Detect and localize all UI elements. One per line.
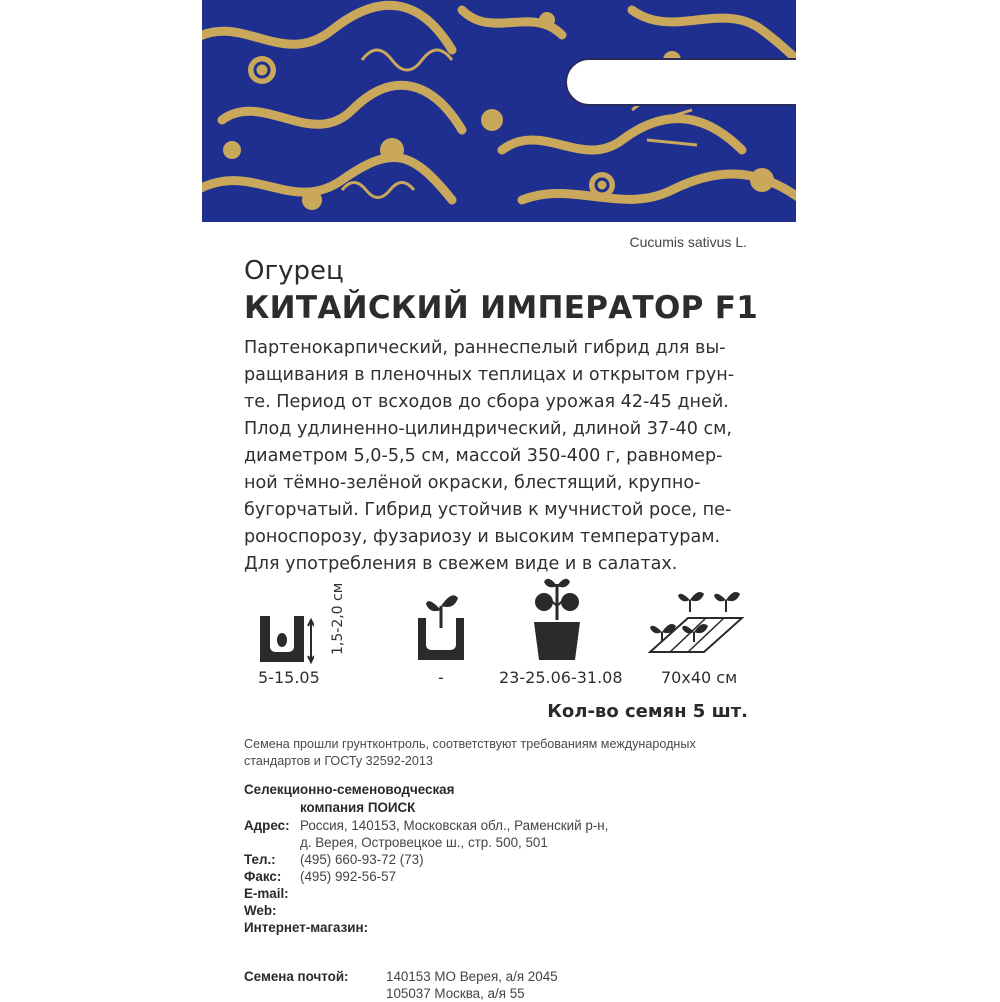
address-label: Адрес: — [244, 818, 290, 833]
fax-row — [244, 868, 396, 885]
shop-row — [244, 919, 386, 936]
seedling-label: - — [438, 668, 444, 687]
seed-depth-value: 1,5-2,0 см — [330, 582, 346, 655]
email-row — [244, 885, 300, 902]
seeds-count: Кол-во семян 5 шт. — [547, 701, 748, 722]
description-line: Партенокарпический, раннеспелый гибрид для вы- — [244, 338, 726, 358]
shop-label: Интернет-магазин: — [244, 920, 369, 935]
mail-line-2: 105037 Москва, а/я 55 — [386, 986, 525, 1001]
phone-value: (495) 660-93-72 (73) — [300, 852, 424, 867]
description — [244, 335, 764, 578]
certification-line: Семена прошли грунтконтроль, соответствуют требованиям международных — [244, 737, 696, 751]
description-line: ращивания в пленочных теплицах и открытом грун- — [244, 365, 735, 385]
address-line-1: Россия, 140153, Московская обл., Раменский р-н, — [300, 818, 609, 833]
mail-order-row — [244, 968, 558, 1002]
description-line: бугорчатый. Гибрид устойчив к мучнистой росе, пе- — [244, 500, 732, 520]
dragon-pattern-icon — [202, 0, 796, 222]
phone-label: Тел.: — [244, 852, 276, 867]
company-line-1: Селекционно-семеноводческая — [244, 782, 455, 797]
address-line-2: д. Верея, Островецкое ш., стр. 500, 501 — [300, 835, 548, 850]
mail-line-1: 140153 МО Верея, а/я 2045 — [386, 969, 558, 984]
hang-hole — [565, 58, 796, 106]
description-line: роноспорозу, фузариозу и высоким температурам. — [244, 527, 721, 547]
latin-name: Cucumis sativus L. — [629, 234, 747, 250]
mail-order-label: Семена почтой: — [244, 969, 349, 984]
address-row — [244, 817, 608, 851]
description-line: те. Период от всходов до сбора урожая 42-45 дней. — [244, 392, 729, 412]
fax-label: Факс: — [244, 869, 282, 884]
description-line: ной тёмно-зелёной окраски, блестящий, крупно- — [244, 473, 701, 493]
planting-scheme-icon — [648, 588, 744, 662]
description-line: диаметром 5,0-5,5 см, массой 350-400 г, равномер- — [244, 446, 723, 466]
fax-value: (495) 992-56-57 — [300, 869, 397, 884]
species-name: Огурец — [244, 256, 344, 286]
phone-row — [244, 851, 424, 868]
seedling-cup-icon — [416, 588, 466, 664]
potted-plant-icon — [530, 576, 584, 662]
certification-line: стандартов и ГОСТу 32592-2013 — [244, 754, 433, 768]
certification-note — [244, 736, 764, 770]
description-line: Плод удлиненно-цилиндрический, длиной 37-40 см, — [244, 419, 733, 439]
company-name — [244, 781, 454, 817]
spacing-label: 70х40 см — [661, 668, 738, 687]
web-row — [244, 902, 300, 919]
company-line-2: компания ПОИСК — [300, 800, 416, 815]
seed-depth-icon — [258, 614, 314, 664]
variety-title: КИТАЙСКИЙ ИМПЕРАТОР F1 — [244, 290, 759, 326]
web-label: Web: — [244, 903, 277, 918]
decorative-banner — [202, 0, 796, 222]
description-line: Для употребления в свежем виде и в салатах. — [244, 554, 678, 574]
sowing-date-label: 5-15.05 — [258, 668, 320, 687]
planting-date-label: 23-25.06-31.08 — [499, 668, 623, 687]
email-label: E-mail: — [244, 886, 289, 901]
